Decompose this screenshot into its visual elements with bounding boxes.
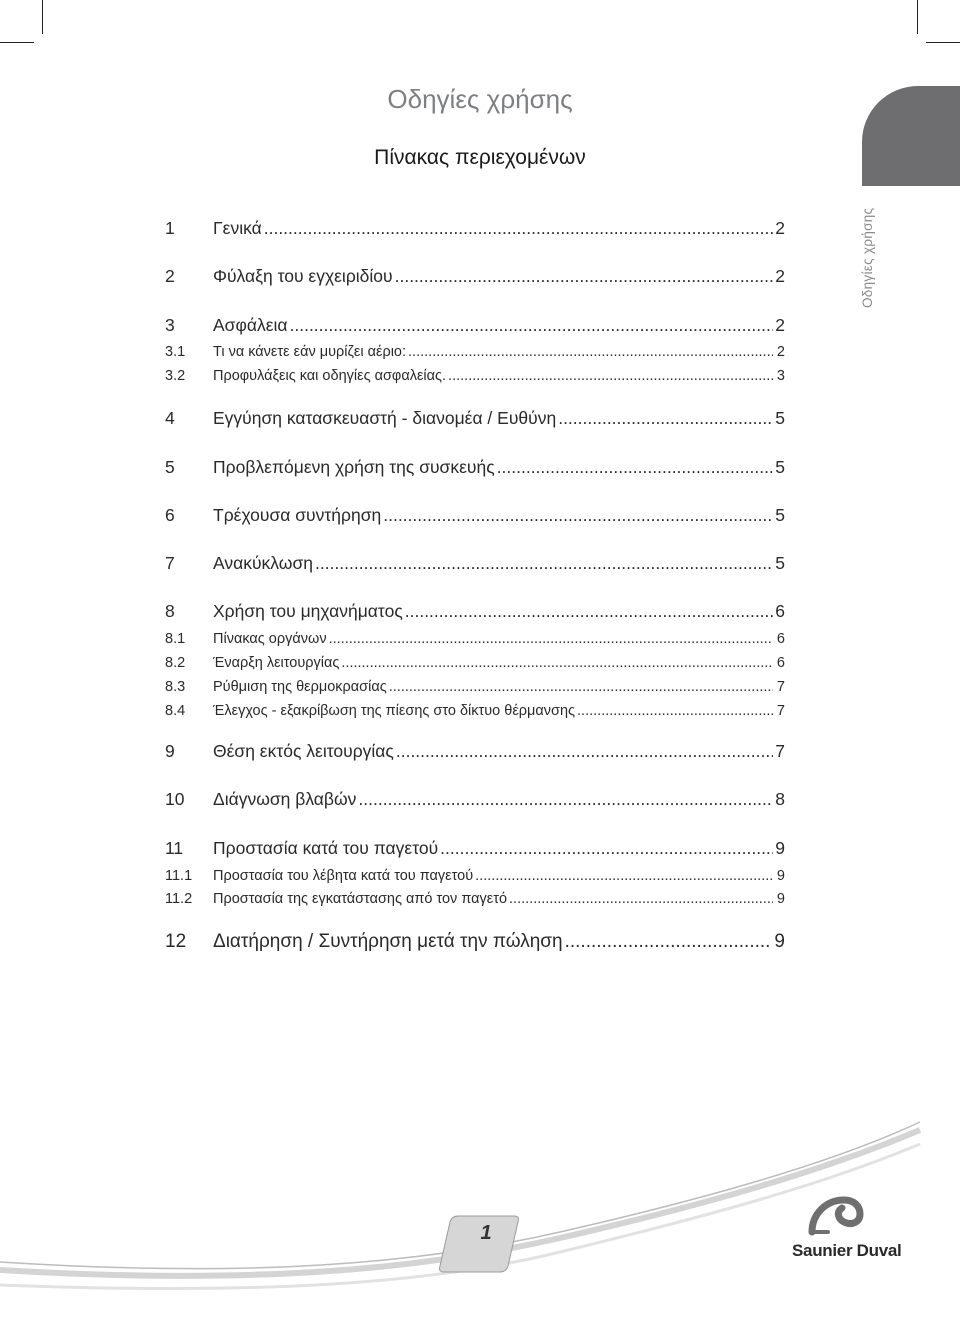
dot-leader	[565, 931, 773, 953]
toc-entry-3-1[interactable]	[165, 344, 785, 360]
toc-page: 6	[776, 631, 785, 647]
toc-page: 8	[775, 789, 785, 809]
dot-leader	[497, 457, 773, 478]
toc-label: Φύλαξη του εγχειριδίου	[213, 266, 393, 286]
toc-page: 9	[774, 931, 785, 952]
toc-page: 3	[776, 368, 785, 384]
toc-number: 11.2	[165, 891, 193, 907]
toc-label: Έλεγχος - εξακρίβωση της πίεσης στο δίκτυο θέρμανσης	[213, 703, 576, 719]
toc-page: 5	[775, 505, 785, 525]
toc-page: 9	[776, 868, 785, 884]
toc-number: 11	[165, 838, 184, 858]
toc-number: 4	[165, 408, 175, 428]
toc-entry-3-2[interactable]	[165, 368, 785, 384]
toc-entry-8-4[interactable]	[165, 703, 785, 719]
toc-page: 2	[775, 315, 785, 335]
toc-label: Έναρξη λειτουργίας	[213, 655, 340, 671]
dot-leader	[509, 891, 773, 907]
toc-number: 9	[165, 741, 175, 761]
toc-entry-2[interactable]	[165, 266, 785, 287]
toc-number: 12	[165, 931, 187, 952]
toc-entry-4[interactable]	[165, 408, 785, 429]
toc-number: 8	[165, 601, 175, 621]
toc-number: 7	[165, 553, 175, 573]
side-tab-label: Οδηγίες χρήσης	[860, 207, 875, 308]
crop-mark-top-left-v	[42, 0, 43, 34]
toc-entry-8-2[interactable]	[165, 655, 785, 671]
page-number: 1	[480, 1222, 492, 1244]
dot-leader	[405, 601, 773, 622]
toc-page: 2	[775, 266, 785, 286]
dot-leader	[395, 266, 773, 287]
toc-number: 8.1	[165, 631, 186, 647]
toc-number: 8.2	[165, 655, 186, 671]
crop-mark-top-left	[0, 42, 34, 43]
dot-leader	[329, 631, 773, 647]
dot-leader	[383, 505, 773, 526]
toc-page: 9	[775, 838, 785, 858]
toc-page: 6	[775, 601, 785, 621]
toc-entry-1[interactable]	[165, 218, 785, 239]
toc-label: Διατήρηση / Συντήρηση μετά την πώληση	[213, 931, 563, 952]
toc-entry-6[interactable]	[165, 505, 785, 526]
dot-leader	[389, 679, 773, 695]
document-title: Οδηγίες χρήσης	[387, 84, 573, 114]
toc-page: 7	[776, 679, 785, 695]
toc-number: 11.1	[165, 868, 193, 884]
toc-entry-5[interactable]	[165, 457, 785, 478]
toc-entry-11[interactable]	[165, 838, 785, 859]
dot-leader	[440, 838, 773, 859]
toc-page: 5	[775, 457, 785, 477]
toc-page: 9	[776, 891, 785, 907]
dot-leader	[396, 741, 773, 762]
toc-label: Διάγνωση βλαβών	[213, 789, 357, 809]
toc-number: 10	[165, 789, 185, 809]
toc-number: 5	[165, 457, 175, 477]
toc-entry-9[interactable]	[165, 741, 785, 762]
toc-page: 6	[776, 655, 785, 671]
toc-label: Τρέχουσα συντήρηση	[213, 505, 382, 525]
saunier-duval-bird-icon	[808, 1192, 864, 1238]
toc-number: 1	[165, 218, 175, 238]
brand-name: Saunier Duval	[792, 1241, 902, 1260]
toc-label: Ανακύκλωση	[213, 553, 313, 573]
toc-entry-10[interactable]	[165, 789, 785, 810]
dot-leader	[577, 703, 773, 719]
toc-page: 7	[775, 741, 785, 761]
toc-label: Πίνακας οργάνων	[213, 631, 327, 647]
toc-label: Προστασία κατά του παγετού	[213, 838, 439, 858]
toc-label: Εγγύηση κατασκευαστή - διανομέα / Ευθύνη	[213, 408, 557, 428]
toc-label: Ρύθμιση της θερμοκρασίας	[213, 679, 387, 695]
toc-label: Προφυλάξεις και οδηγίες ασφαλείας.	[213, 368, 447, 384]
toc-label: Χρήση του μηχανήματος	[213, 601, 403, 621]
toc-entry-8[interactable]	[165, 601, 785, 622]
toc-page: 2	[776, 344, 785, 360]
toc-number: 2	[165, 266, 175, 286]
crop-mark-top-right-v	[917, 0, 918, 34]
crop-mark-top-right	[926, 42, 960, 43]
dot-leader	[475, 868, 773, 884]
toc-page: 5	[775, 553, 785, 573]
toc-entry-11-1[interactable]	[165, 868, 785, 884]
toc-number: 3.1	[165, 344, 186, 360]
dot-leader	[290, 315, 774, 336]
dot-leader	[341, 655, 773, 671]
toc-number: 3	[165, 315, 175, 335]
dot-leader	[358, 789, 773, 810]
dot-leader	[448, 368, 773, 384]
toc-label: Γενικά	[213, 218, 262, 238]
dot-leader	[558, 408, 773, 429]
toc-entry-8-1[interactable]	[165, 631, 785, 647]
toc-label: Προστασία του λέβητα κατά του παγετού	[213, 868, 474, 884]
toc-entry-7[interactable]	[165, 553, 785, 574]
toc-page: 5	[775, 408, 785, 428]
toc-label: Προστασία της εγκατάστασης από τον παγετό	[213, 891, 508, 907]
toc-entry-12[interactable]	[165, 931, 785, 953]
dot-leader	[408, 344, 773, 360]
toc-entry-8-3[interactable]	[165, 679, 785, 695]
toc-page: 2	[775, 218, 785, 238]
toc-label: Θέση εκτός λειτουργίας	[213, 741, 394, 761]
dot-leader	[264, 218, 773, 239]
toc-entry-3[interactable]	[165, 315, 785, 336]
toc-label: Ασφάλεια	[213, 315, 288, 335]
dot-leader	[315, 553, 773, 574]
toc-entry-11-2[interactable]	[165, 891, 785, 907]
toc-number: 6	[165, 505, 175, 525]
toc-page: 7	[776, 703, 785, 719]
toc-label: Προβλεπόμενη χρήση της συσκευής	[213, 457, 495, 477]
toc-label: Τι να κάνετε εάν μυρίζει αέριο:	[213, 344, 407, 360]
toc-heading: Πίνακας περιεχομένων	[374, 146, 586, 169]
toc-number: 8.3	[165, 679, 186, 695]
toc-number: 3.2	[165, 368, 186, 384]
toc-number: 8.4	[165, 703, 186, 719]
